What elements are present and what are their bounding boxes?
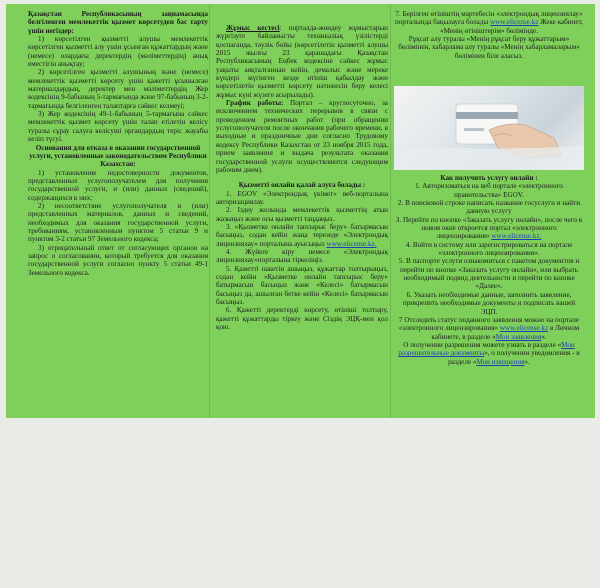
my-notifications-link[interactable]: Мои извещения	[476, 357, 525, 366]
column-2	[216, 24, 388, 438]
step-7-ru	[394, 316, 584, 341]
step-3-ru-text: 3. Перейти по кнопке «Заказать услугу онлайн», после чего в новом окне откроется портал «электронного лицензирования»	[395, 215, 583, 241]
step-6-ru: 6. Указать необходимые данные, заполнить заявление, прикрепить необходимые документы и подписать вашей ЭЦП.	[402, 290, 576, 316]
fold-line-right	[390, 4, 391, 418]
refusal-item-3-ru: 3) отрицательный ответ от согласующих органов на запрос о согласовании, который требуется для оказания государственной услуги согласно пункту 5 статьи 49-1 Земельного кодекса.	[28, 243, 208, 277]
elicense-link[interactable]: www.elicense.kz.	[326, 239, 377, 248]
elicense-link[interactable]: www.elicense.kz	[499, 324, 549, 333]
step-7-kz	[394, 10, 584, 35]
permit-info-kz: Рұқсат алу туралы «Менің рұқсат беру құжаттарым» бөлімінен, хабарлама алу туралы «Менің хабарламаларым» бөлімінен біле аласыз.	[398, 35, 580, 60]
refusal-item-2-kz: 2) көрсетілген қызметті алушының және (немесе) мемлекеттік қызметті көрсету үшін қажетті ұсынылған материалдардың, деректер мен мәліметтердің Жер кодексінің 9-бабының 5-тармағында және 97-бабының 3-2-тармағында белгіленген талаптарға сәйкес келмеуі;	[28, 68, 208, 110]
step-7-ru-mid: в Личном кабинете, в разделе «	[431, 324, 580, 341]
permit-info-ru-mid: », о получении уведомления - в разделе «	[448, 349, 580, 366]
step-4-ru: 4. Войти в систему или зарегистрироваться на портале «электронного лицензирования».	[405, 240, 573, 258]
column-3-lower	[394, 174, 584, 588]
schedule-kz-label: Жұмыс кестесі	[226, 24, 280, 32]
refusal-item-1-ru: 1) установление недостоверности документов, представленных услугополучателем для получения государственной услуги, и (или) данных (сведений), содержащихся в них;	[28, 168, 208, 202]
step-3-kz-text: 3. «Қызметке онлайн тапсырыс беру» батырмасын басыңыз, содан кейін жаңа терезеде «Электрондық лицензиялау» порталына ауысыңыз	[216, 222, 388, 248]
schedule-ru-text: Портал – круглосуточно, за исключением технических перерывов в связи с проведением ремонтных работ (при обращении услугополучателя после окончания рабочего времени, в выходные и праздничные дни согласно Трудовому кодексу Республики Казахстан от 23 ноября 2015 года, прием заявления и выдача результата оказания государственной услуги осуществляются следующим рабочим днем).	[216, 99, 388, 174]
step-7-ru-end: ».	[541, 332, 547, 341]
brochure-sheet	[6, 4, 595, 418]
refusal-item-3-kz: 3) Жер кодексінің 49-1-бабының 5-тармағына сәйкес мемлекеттік қызмет көрсету үшін талап етілетін келісу туралы сұрау салуға келісуші органдардың теріс жауабы келіп түсуі.	[28, 110, 208, 144]
step-1-ru: 1. Авторизоваться на веб портале «электронного правительства» EGOV.	[415, 182, 563, 199]
schedule-kz	[216, 24, 388, 99]
step-1-kz: 1. EGOV «Электрондық үкімет» веб-порталына авторизациялау.	[216, 189, 388, 206]
permit-info-ru	[394, 341, 584, 366]
step-7-kz-text: 7. Берілген өтініштің мәртебесін «электрондық лицензиялау» порталында бақылауға болады	[395, 10, 583, 27]
step-4-kz: 4. Жүйеге кіру немесе «Электрондық лицензиялау»порталына тіркеліңіз.	[216, 247, 388, 265]
elicense-link[interactable]: www.elicense.kz.	[491, 232, 542, 241]
online-steps-title-kz: Қызметті онлайн қалай алуға болады :	[238, 181, 366, 190]
fold-line-left	[209, 4, 210, 418]
schedule-kz-text: : порталда-жөндеу жұмыстарын жүргізуге байланысты техникалық үзілістерді қоспағанда, тәулік бойы (көрсетілетін қызметті алушы 2015 жылғы 23 қарашадағы Қазақстан Республикасының Еңбек кодексіне сәйкес жұмыс уақыты аяқталғаннан кейін, демалыс және мереке күндері жүгінген кезде өтініш қабылдау және көрсетілетін қызметті көрсету нәтижесін беру келесі жұмыс күні жүзеге асырылады).	[216, 24, 388, 99]
refusal-item-1-kz: 1) көрсетілген қызметті алушы мемлекеттік көрсетілген қызметті алу үшін ұсынған құжаттардың және (немесе) олардағы деректердің (мәліметтердің) анық еместігін анықтау;	[28, 35, 208, 69]
step-5-kz: 5. Қажетті пакетін ашыңыз, құжаттар толтырыңыз, содан кейін «Қызметке онлайн тапсырыс беру» батырмасын басыңыз және «Келесі» батырмасын басыңыз да, ашылған бетке кейін «Келесі» батырмасын басыңыз.	[216, 264, 388, 306]
my-applications-link[interactable]: Мои заявления	[495, 332, 542, 341]
permit-info-ru-end: ».	[524, 357, 530, 366]
step-3-ru	[394, 216, 584, 241]
elicense-link[interactable]: www.elicense.kz	[490, 18, 539, 27]
step-5-ru: 5. В паспорте услуги ознакомиться с пакетом документов и перейти по кнопке «Заказать услугу онлайн», или выбрать необходимый подвид деятельности и перейти по кнопке «Далее».	[398, 257, 580, 291]
schedule-ru-label: График работы:	[226, 99, 284, 108]
refusal-title-kz: Қазақстан Республикасының заңнамасында белгіленген мемлекеттік қызмет көрсетуден бас тарту үшін негіздер:	[28, 10, 208, 35]
step-2-ru: 2. В поисковой строке написать название госуслуги и найти данную услугу	[397, 199, 581, 216]
column-1	[28, 10, 208, 424]
online-steps-title-ru: Как получить услугу онлайн :	[440, 174, 538, 182]
step-6-kz: 6. Қажетті деректерді көрсету, өтініші толтыру, қажетті құжаттарды тіркеу және Сіздің ЭЦҚ-мен қол қою.	[216, 306, 388, 332]
schedule-ru	[216, 99, 388, 174]
step-7-kz-tail: Жеке кабинет, «Менің өтініштерім» бөлімінде.	[440, 18, 583, 35]
my-permits-link[interactable]: Мои разрешительные документы	[398, 340, 575, 358]
refusal-item-2-ru: 2) несоответствие услугополучателя и (или) представленных материалов, данных и сведений, необходимых для оказания государственной услуги, требованиям, установленным пунктом 5 статьи 9 и пунктом 3-2 статьи 97 Земельного кодекса;	[28, 201, 208, 244]
permit-info-ru-text: О получении разрешения можете узнать в разделе «	[403, 340, 562, 349]
step-2-kz: 2. Іздеу жолында мемлекеттік қызметтің атын жазыңыз және осы қызметті таңдаңыз.	[216, 206, 388, 223]
refusal-title-ru: Основания для отказа в оказании государственной услуги, установленные законодательством Республики Казахстан:	[29, 143, 207, 169]
step-3-kz	[216, 223, 388, 248]
hand-with-card-icon	[394, 86, 584, 170]
step-7-ru-text: 7 Отследить статус поданного заявления можно на портале «электронного лицензирования»	[398, 315, 580, 333]
